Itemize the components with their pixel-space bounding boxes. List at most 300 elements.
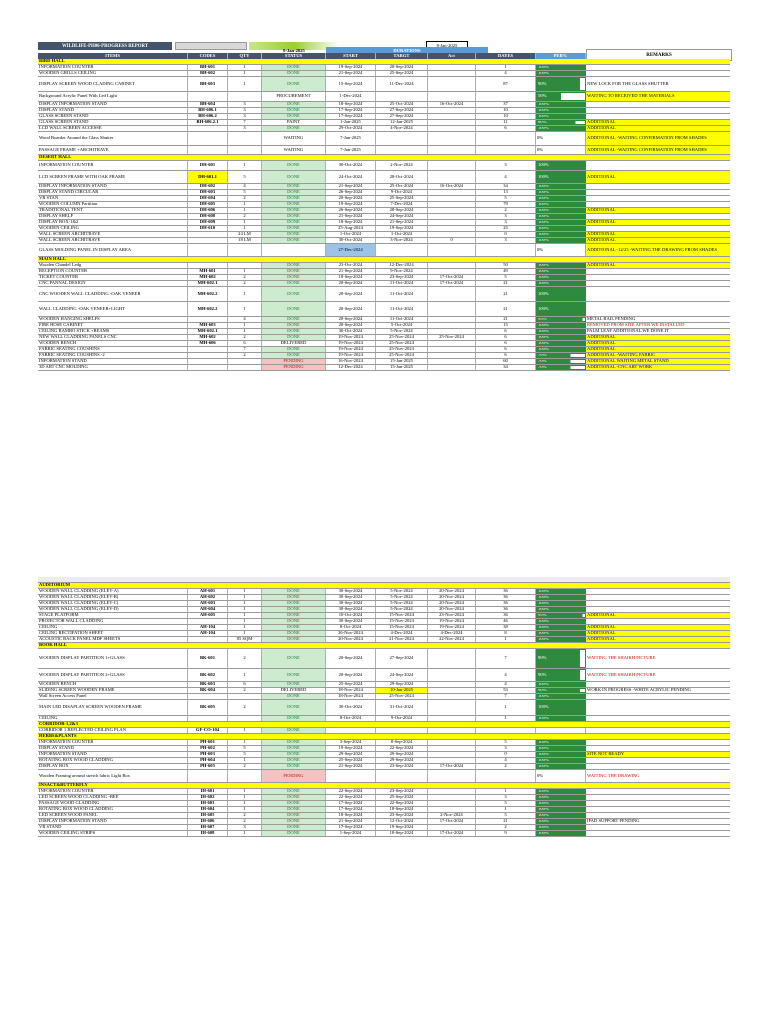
progress-percent: 90% [536, 688, 586, 693]
remarks-text [586, 202, 730, 207]
item-name: FABRIC SEATING COUSHINS [38, 347, 188, 352]
duration-days: 21 [476, 317, 536, 322]
remarks-text [586, 700, 730, 715]
start-date: 20-Sep-2024 [326, 323, 376, 328]
target-date: 5-Oct-2024 [376, 323, 428, 328]
target-date: 15-Jan-2025 [376, 359, 428, 364]
col-items: ITEMS [38, 53, 188, 60]
target-date [376, 770, 428, 782]
item-name: DISPLAY SHELF [38, 214, 188, 219]
target-date: 29-Sep-2024 [376, 682, 428, 687]
item-code [188, 263, 228, 268]
col-codes: CODES [188, 53, 228, 60]
actual-date [428, 202, 476, 207]
item-qty: 1 [228, 728, 262, 733]
actual-date [428, 682, 476, 687]
actual-date [428, 341, 476, 346]
remarks-text: WAITING THE SHAIKH PICTURE [587, 655, 656, 661]
table-row [38, 77, 730, 92]
item-name: WOODEN CEILING STRIPS [38, 831, 188, 836]
start-date: 19-Sep-2024 [326, 746, 376, 751]
status-badge: DONE [262, 108, 326, 113]
item-qty: 3 [228, 126, 262, 131]
target-date: 28-Sep-2024 [376, 208, 428, 213]
item-qty: 3 [228, 108, 262, 113]
item-code: BH-601 [188, 65, 228, 70]
duration-days: 25 [476, 226, 536, 231]
progress-percent: 95% [536, 317, 586, 322]
status-badge: DONE [262, 789, 326, 794]
actual-date [428, 226, 476, 231]
item-code [188, 637, 228, 642]
status-badge: DONE [262, 202, 326, 207]
remarks-text [586, 825, 730, 830]
target-date: 11-Oct-2024 [376, 287, 428, 301]
target-date: 24-Sep-2024 [376, 214, 428, 219]
progress-percent: 100% [536, 184, 586, 189]
item-name: DISPLAY SCREEN WOOD CLADING CABINET [38, 77, 188, 91]
actual-date: 0 [428, 238, 476, 243]
target-date: 25-Nov-2024 [376, 694, 428, 699]
item-name: WALL CLADDING -OAK VENEER+LIGHT [38, 302, 188, 316]
item-qty: 3 [228, 102, 262, 107]
duration-days: 4 [476, 682, 536, 687]
item-code: AH-104 [188, 631, 228, 636]
item-name: INFORMATION COUNTER [38, 789, 188, 794]
actual-date [428, 108, 476, 113]
progress-percent: 100% [536, 335, 586, 340]
actual-date [428, 789, 476, 794]
item-qty [228, 365, 262, 370]
status-badge: DONE [262, 637, 326, 642]
duration-days: 4 [476, 171, 536, 183]
start-date: 25-Sep-2024 [326, 682, 376, 687]
start-date: 19-Sep-2024 [326, 65, 376, 70]
progress-percent: 100% [536, 831, 586, 836]
status-badge: DONE [262, 764, 326, 769]
start-date: 7-Jan-2025 [326, 132, 376, 145]
start-date: 29-Oct-2024 [326, 126, 376, 131]
item-qty: 1 [228, 329, 262, 334]
item-code: PH-603 [188, 752, 228, 757]
item-code [188, 132, 228, 145]
target-date: 11-Oct-2024 [376, 302, 428, 316]
progress-percent: 100% [536, 764, 586, 769]
start-date: 26-Sep-2024 [326, 190, 376, 195]
target-date: 25-Nov-2024 [376, 341, 428, 346]
start-date: 20-Sep-2024 [326, 196, 376, 201]
actual-date: 20-Nov-2024 [428, 601, 476, 606]
target-date: 9-Oct-2024 [376, 190, 428, 195]
start-date: 18-Sep-2024 [326, 220, 376, 225]
duration-days [476, 132, 536, 145]
actual-date: 17-Oct-2024 [428, 764, 476, 769]
status-badge: WAITING [262, 132, 326, 145]
actual-date [428, 232, 476, 237]
item-code [188, 359, 228, 364]
item-code: DH-603 [188, 190, 228, 195]
remarks-text [586, 813, 730, 818]
item-code: PH-601 [188, 740, 228, 745]
start-date: 30-Sep-2024 [326, 601, 376, 606]
progress-percent: 70% [536, 365, 586, 370]
progress-percent: 100% [536, 601, 586, 606]
item-name: WALL SCREEN ARCHITRAVE [38, 238, 188, 243]
target-date: 9-Oct-2024 [376, 716, 428, 721]
duration-days: 13 [476, 190, 536, 195]
duration-days [476, 92, 536, 101]
progress-percent: 100% [536, 232, 586, 237]
remarks-text: ADDITIONAL -12/25 -WAITING THE DRAWING FROM SHADES [586, 244, 730, 256]
item-code [188, 244, 228, 256]
actual-date: 2-Nov-2024 [428, 813, 476, 818]
progress-percent: 100% [536, 71, 586, 76]
item-name: DISPLAY STAND [38, 746, 188, 751]
item-code: DH-608 [188, 214, 228, 219]
target-date: 7-Dec-2024 [376, 202, 428, 207]
progress-percent: 90% [536, 77, 586, 91]
actual-date [428, 669, 476, 681]
start-date: 20-Sep-2024 [326, 649, 376, 668]
duration-days [476, 728, 536, 733]
item-name: DISPLAY BOX [38, 764, 188, 769]
item-code: DH-610 [188, 226, 228, 231]
target-date: 23-Sep-2024 [376, 789, 428, 794]
status-badge: WAITING [262, 146, 326, 154]
target-date: 12-Oct-2024 [376, 819, 428, 824]
item-qty: 1 [228, 740, 262, 745]
col-per: PER% [536, 53, 586, 60]
remarks-text: ADDITIONAL [586, 347, 730, 352]
item-qty: 1 [228, 226, 262, 231]
status-badge: DONE [262, 595, 326, 600]
item-name: DISPLAY STAND [38, 108, 188, 113]
remarks-text: ADDITIONAL [586, 637, 730, 642]
status-badge: PENDING [262, 770, 326, 782]
progress-percent: 100% [536, 329, 586, 334]
actual-date [428, 716, 476, 721]
actual-date: 4-Dec-2024 [428, 631, 476, 636]
target-date: 27-Sep-2024 [376, 114, 428, 119]
remarks-text [586, 607, 730, 612]
item-name: DISPLAY INFORMATION STAND [38, 819, 188, 824]
status-badge: DONE [262, 819, 326, 824]
item-name: ROTATING BOX WOOD CLADDING [38, 758, 188, 763]
start-date: 25-Aug-2024 [326, 226, 376, 231]
status-badge: DONE [262, 102, 326, 107]
remarks-text [586, 807, 730, 812]
item-name: CNC WOODEN WALL CLADDING -OAK VENEER [38, 287, 188, 301]
duration-days: 36 [476, 589, 536, 594]
actual-date [428, 77, 476, 91]
target-date: 5-Nov-2024 [376, 595, 428, 600]
status-badge: DONE [262, 281, 326, 286]
col-act: Act [428, 53, 476, 60]
duration-days: 7 [476, 649, 536, 668]
item-code: GF-CO-104 [188, 728, 228, 733]
target-date: 10-Sep-2024 [376, 831, 428, 836]
target-date: 12-Jan-2025 [376, 120, 428, 125]
status-badge: DONE [262, 353, 326, 358]
start-date: 8-Oct-2024 [326, 625, 376, 630]
status-badge: DONE [262, 813, 326, 818]
section-title: BIRD HALL [39, 59, 65, 64]
progress-percent: 100% [536, 161, 586, 170]
duration-days: 6 [476, 126, 536, 131]
item-name: CORRIDOR 1 REFLECTED CEILING PLAN [38, 728, 188, 733]
remarks-text: ADDITIONAL [586, 263, 730, 268]
start-date: 10-Oct-2024 [326, 613, 376, 618]
progress-percent: 100% [536, 819, 586, 824]
section-title: AUDITORIUM [39, 583, 71, 588]
actual-date [428, 132, 476, 145]
item-name: DISPLAY STAND CIRCULAR [38, 190, 188, 195]
item-name: CEILING [38, 716, 188, 721]
start-date: 25-Sep-2024 [326, 758, 376, 763]
duration-days: 1 [476, 700, 536, 715]
target-date: 20-Sep-2024 [376, 65, 428, 70]
remarks-text [586, 226, 730, 231]
progress-percent: 100% [536, 619, 586, 624]
progress-percent: 0% [536, 770, 586, 782]
remarks-header: REMARKS [586, 49, 732, 61]
status-badge: DONE [262, 190, 326, 195]
table-row [38, 649, 730, 669]
table-row [38, 92, 730, 102]
actual-date [428, 329, 476, 334]
progress-percent: 100% [536, 126, 586, 131]
status-badge: DONE [262, 758, 326, 763]
start-date: 21-Sep-2024 [326, 269, 376, 274]
item-code: MH-603 [188, 323, 228, 328]
item-qty: 3 [228, 825, 262, 830]
duration-days: 21 [476, 302, 536, 316]
remarks-text: NEW LOCK FOR THE GLASS SHUTTER [587, 80, 669, 86]
progress-percent: 100% [536, 758, 586, 763]
actual-date [428, 694, 476, 699]
actual-date: 20-Nov-2024 [428, 607, 476, 612]
remarks-text: PALM LEAF ADDITIONAL WE DONE IT [587, 329, 669, 334]
progress-percent: 100% [536, 825, 586, 830]
item-code: MH-602 [188, 335, 228, 340]
item-name: DISPLAY BOX-1&2 [38, 220, 188, 225]
item-name: SLIDING SCREEN WOODEN FRAME [38, 688, 188, 693]
remarks-text: ADDITIONAL [586, 335, 730, 340]
remarks-text: REMOVED FROM SITE AFTER WE INSTALLED [587, 323, 685, 328]
actual-date: 22-Nov-2024 [428, 637, 476, 642]
status-badge: DELIVERED [262, 688, 326, 693]
start-date: 16-Nov-2024 [326, 359, 376, 364]
progress-percent: 100% [536, 238, 586, 243]
col-targt: TARGT [376, 53, 428, 60]
item-name: PASSAGE WOOD CLADDING [38, 801, 188, 806]
start-date: 1-Oct-2024 [326, 232, 376, 237]
progress-percent: 100% [536, 202, 586, 207]
start-date: 20-Sep-2024 [326, 302, 376, 316]
item-qty: 4 [228, 184, 262, 189]
actual-date [428, 700, 476, 715]
status-badge: DONE [262, 607, 326, 612]
duration-days: 3 [476, 161, 536, 170]
duration-days: 6 [476, 335, 536, 340]
status-badge: DONE [262, 619, 326, 624]
start-date: 18-Nov-2024 [326, 688, 376, 693]
duration-days: 3 [476, 238, 536, 243]
item-name: WOODEN GRILLS CEILING [38, 71, 188, 76]
status-badge: DONE [262, 825, 326, 830]
progress-percent: 0% [536, 146, 586, 154]
actual-date [428, 365, 476, 370]
item-name: CEILING BAMBO STICK +BEAMS [38, 329, 188, 334]
item-code: AH-605 [188, 613, 228, 618]
target-date: 3-Nov-2024 [376, 238, 428, 243]
remarks-text [586, 682, 730, 687]
duration-days: 1 [476, 637, 536, 642]
duration-days: 60 [476, 359, 536, 364]
item-name: LCD SCREEN FRAME WITH OAK FRAME [38, 171, 188, 183]
start-date: 1-Jan-2025 [326, 120, 376, 125]
progress-percent: 100% [536, 214, 586, 219]
progress-percent: 100% [536, 341, 586, 346]
duration-days: 79 [476, 202, 536, 207]
status-badge: DONE [262, 335, 326, 340]
item-code: AH-601 [188, 589, 228, 594]
remarks-text [586, 795, 730, 800]
progress-percent: 100% [536, 263, 586, 268]
item-qty: 1 [228, 202, 262, 207]
section-title: HERBS&PLANTS [39, 734, 77, 739]
remarks-text: ADDITIONAL [586, 220, 730, 225]
item-code: PH-605 [188, 764, 228, 769]
duration-days: 2 [476, 825, 536, 830]
logo-mark-left [175, 42, 247, 50]
progress-percent: 100% [536, 716, 586, 721]
item-name: WOODEN WALL CLADDING (ELEV-C) [38, 601, 188, 606]
remarks-text [586, 302, 730, 316]
remarks-text [586, 764, 730, 769]
target-date: 23-Sep-2024 [376, 813, 428, 818]
target-date [376, 728, 428, 733]
remarks-text [586, 102, 730, 107]
remarks-text [586, 728, 730, 733]
start-date: 18-Sep-2024 [326, 102, 376, 107]
item-name: WOODEN DISPLAY PARTITION 1+GLASS [38, 649, 188, 668]
actual-date [428, 359, 476, 364]
target-date: 25-Sep-2024 [376, 196, 428, 201]
item-code: IH-604 [188, 807, 228, 812]
item-qty: 5 [228, 171, 262, 183]
item-qty: 1 [228, 607, 262, 612]
target-date: 2-Nov-2024 [376, 161, 428, 170]
item-name: FIRE HOSE CABINET [38, 323, 188, 328]
item-qty: 2 [228, 688, 262, 693]
duration-days: 36 [476, 613, 536, 618]
actual-date [428, 65, 476, 70]
item-code [188, 770, 228, 782]
remarks-text [586, 108, 730, 113]
target-date: 10-Jan-2025 [376, 688, 428, 693]
duration-days: 5 [476, 196, 536, 201]
start-date: 17-Sep-2024 [326, 801, 376, 806]
item-name: RECEPTION COUNTER [38, 269, 188, 274]
progress-percent: 100% [536, 281, 586, 286]
status-badge: DONE [262, 184, 326, 189]
start-date: 20-Sep-2024 [326, 281, 376, 286]
status-badge: DONE [262, 613, 326, 618]
target-date: 5-Nov-2024 [376, 589, 428, 594]
item-code [188, 716, 228, 721]
duration-days: 50 [476, 263, 536, 268]
remarks-text [586, 196, 730, 201]
status-badge: DONE [262, 161, 326, 170]
item-code: AH-602 [188, 595, 228, 600]
target-date: 1-Oct-2024 [376, 232, 428, 237]
actual-date [428, 92, 476, 101]
duration-days: 3 [476, 214, 536, 219]
progress-percent: 100% [536, 208, 586, 213]
item-code [188, 365, 228, 370]
section-title: MAIN HALL [39, 257, 66, 262]
remarks-text [586, 65, 730, 70]
start-date: 1-Sep-2024 [326, 831, 376, 836]
item-code: AH-604 [188, 607, 228, 612]
actual-date [428, 171, 476, 183]
duration-days: 2 [476, 764, 536, 769]
target-date: 5-Nov-2024 [376, 329, 428, 334]
duration-days [476, 244, 536, 256]
report-title: WILDLIFE-PH06-PROGRESS REPORT [38, 42, 172, 50]
item-code: DH-605 [188, 202, 228, 207]
item-name: TRADITIONAL TENT [38, 208, 188, 213]
start-date: 7-Jan-2025 [326, 146, 376, 154]
actual-date [428, 770, 476, 782]
duration-days [476, 146, 536, 154]
duration-days: 4 [476, 758, 536, 763]
remarks-text: ADDITIONAL [586, 126, 730, 131]
progress-percent: 100% [536, 302, 586, 316]
remarks-text: WAITING THE SHAIKH PICTURE [587, 671, 656, 677]
target-date: 25-Nov-2024 [376, 353, 428, 358]
target-date: 21-Sep-2024 [376, 220, 428, 225]
target-date: 21-Nov-2024 [376, 637, 428, 642]
item-code: IH-602 [188, 795, 228, 800]
start-date: 17-Sep-2024 [326, 108, 376, 113]
target-date [376, 244, 428, 256]
actual-date [428, 126, 476, 131]
progress-percent: 100% [536, 275, 586, 280]
duration-days: 34 [476, 365, 536, 370]
item-qty: 1 [228, 287, 262, 301]
table-body-bottom [38, 577, 730, 837]
status-badge: DONE [262, 214, 326, 219]
status-badge: DONE [262, 740, 326, 745]
actual-date [428, 208, 476, 213]
item-qty: 1 [228, 625, 262, 630]
start-date: 30-Oct-2024 [326, 329, 376, 334]
col-days: DAYES [476, 53, 536, 60]
status-badge: DONE [262, 208, 326, 213]
status-badge: DONE [262, 232, 326, 237]
progress-percent: 100% [536, 795, 586, 800]
target-date: 22-Sep-2024 [376, 801, 428, 806]
start-date: 1-Dec-2024 [326, 92, 376, 101]
progress-percent: 100% [536, 171, 586, 183]
actual-date: 16-Oct-2024 [428, 102, 476, 107]
table-row [38, 161, 730, 171]
actual-date [428, 740, 476, 745]
progress-percent: 100% [536, 589, 586, 594]
status-badge: DELIVERED [262, 341, 326, 346]
